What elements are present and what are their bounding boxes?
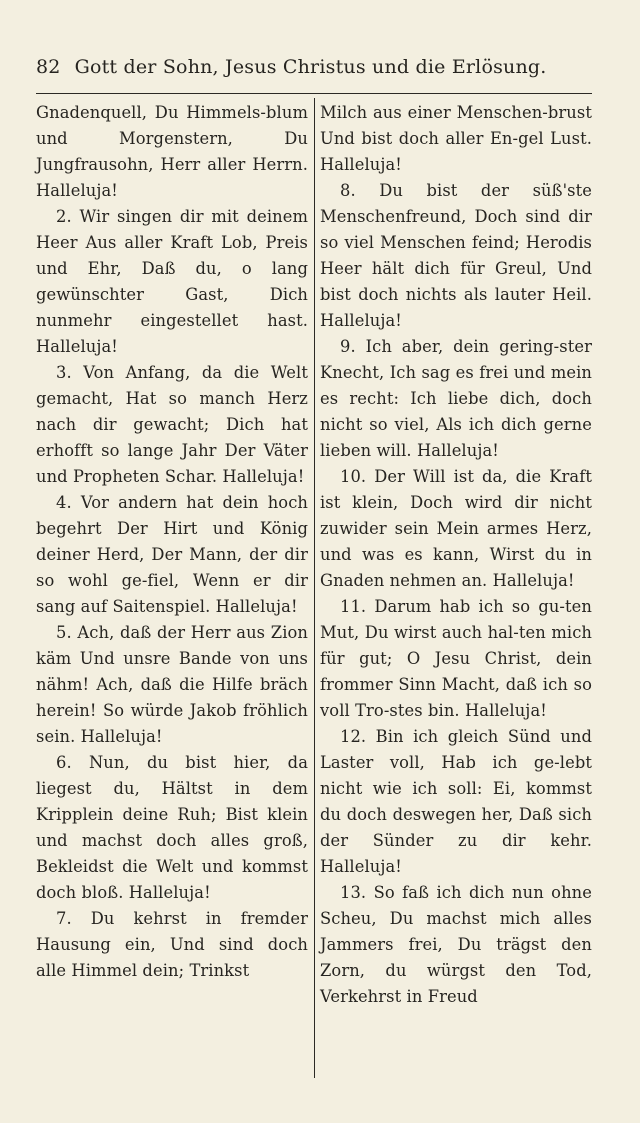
stanza-continuation: Gnadenquell, Du Himmels-blum und Morgenstern, Du Jungfrausohn, Herr aller Herrn. Halleluja! [36,103,308,200]
stanza-7-continuation: Milch aus einer Menschen-brust Und bist doch aller En-gel Lust. Halleluja! [320,103,592,174]
left-column [36,100,308,984]
running-title: Gott der Sohn, Jesus Christus und die Erlösung. [74,56,547,78]
stanza-5: 5. Ach, daß der Herr aus Zion käm Und unsre Bande von uns nähm! Ach, daß die Hilfe bräch herein! So würde Jakob fröhlich sein. Halleluja! [36,623,308,746]
stanza-4: 4. Vor andern hat dein hoch begehrt Der Hirt und König deiner Herd, Der Mann, der dir so wohl ge-fiel, Wenn er dir sang auf Saitenspiel. Halleluja! [36,493,308,616]
page-number: 82 [36,56,61,78]
stanza-6: 6. Nun, du bist hier, da liegest du, Hältst in dem Kripplein deine Ruh; Bist klein und machst doch alles groß, Bekleidst die Welt und kommst doch bloß. Halleluja! [36,753,308,902]
right-column [320,100,592,1010]
stanza-9: 9. Ich aber, dein gering-ster Knecht, Ich sag es frei und mein es recht: Ich liebe dich, doch nicht so viel, Als ich dich gerne lieben will. Halleluja! [320,337,592,460]
stanza-8: 8. Du bist der süß'ste Menschenfreund, Doch sind dir so viel Menschen feind; Herodis Heer hält dich für Greul, Und bist doch nichts als lauter Heil. Halleluja! [320,181,592,330]
stanza-7: 7. Du kehrst in fremder Hausung ein, Und sind doch alle Himmel dein; Trinkst [36,909,308,980]
stanza-2: 2. Wir singen dir mit deinem Heer Aus aller Kraft Lob, Preis und Ehr, Daß du, o lang gewünschter Gast, Dich nunmehr eingestellet hast. Halleluja! [36,207,308,356]
stanza-12: 12. Bin ich gleich Sünd und Laster voll, Hab ich ge-lebt nicht wie ich soll: Ei, kommst du doch deswegen her, Daß sich der Sünder zu dir kehr. Halleluja! [320,727,592,876]
page-header [36,56,592,78]
stanza-3: 3. Von Anfang, da die Welt gemacht, Hat so manch Herz nach dir gewacht; Dich hat erhofft so lange Jahr Der Väter und Propheten Schar. Halleluja! [36,363,308,486]
header-rule [36,93,592,94]
stanza-11: 11. Darum hab ich so gu-ten Mut, Du wirst auch hal-ten mich für gut; O Jesu Christ, dein frommer Sinn Macht, daß ich so voll Tro-stes bin. Halleluja! [320,597,592,720]
stanza-10: 10. Der Will ist da, die Kraft ist klein, Doch wird dir nicht zuwider sein Mein armes Herz, und was es kann, Wirst du in Gnaden nehmen an. Halleluja! [320,467,592,590]
column-divider [314,98,315,1078]
stanza-13: 13. So faß ich dich nun ohne Scheu, Du machst mich alles Jammers frei, Du trägst den Zorn, du würgst den Tod, Verkehrst in Freud [320,883,592,1006]
